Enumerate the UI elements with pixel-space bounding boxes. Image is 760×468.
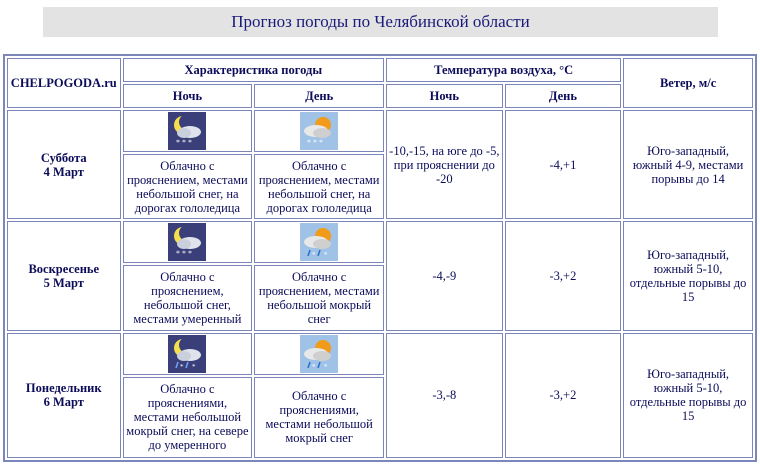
svg-text:* * *: * * *	[176, 249, 193, 259]
table-row	[7, 333, 753, 375]
day-date: 6 Март	[43, 395, 84, 410]
svg-text:*: *	[312, 251, 316, 260]
header-temperature-day: День	[505, 84, 622, 108]
day-description: Облачно с прояснением, местами небольшой снег, на дорогах гололедица	[254, 154, 384, 219]
site-name: CHELPOGODA.ru	[7, 58, 121, 108]
day-icon-cell	[254, 333, 384, 375]
night-icon-cell	[123, 333, 253, 375]
night-cloudy-snow-icon	[168, 223, 206, 261]
header-characteristic-night: Ночь	[123, 84, 253, 108]
wind-cell: Юго-западный, южный 5-10, отдельные порывы до 15	[623, 333, 753, 458]
header-temperature-night: Ночь	[386, 84, 503, 108]
day-date: 4 Март	[43, 164, 84, 179]
svg-text:*: *	[312, 362, 316, 371]
day-description: Облачно с прояснением, местами небольшой мокрый снег	[254, 265, 384, 330]
day-name: Понедельник	[25, 381, 102, 396]
svg-text:* * *: * * *	[307, 138, 324, 147]
table-row	[7, 110, 753, 152]
header-temperature: Температура воздуха, °C	[386, 58, 621, 82]
night-cloudy-sleet-icon	[168, 335, 206, 373]
day-icon-cell	[254, 221, 384, 263]
page-title: Прогноз погоды по Челябинской области	[43, 7, 718, 37]
svg-text:*: *	[192, 362, 196, 371]
header-characteristic: Характеристика погоды	[123, 58, 385, 82]
temp-night: -3,-8	[386, 333, 503, 458]
temp-night: -10,-15, на юге до -5, при прояснении до -20	[386, 110, 503, 219]
header-wind: Ветер, м/с	[623, 58, 753, 108]
svg-text:*: *	[324, 362, 328, 371]
night-cloudy-snow-icon	[168, 112, 206, 150]
temp-night: -4,-9	[386, 221, 503, 330]
svg-text:* * *: * * *	[176, 138, 193, 147]
svg-text:*: *	[180, 362, 184, 371]
forecast-table	[3, 54, 757, 462]
wind-cell: Юго-западный, южный 5-10, отдельные порывы до 15	[623, 221, 753, 330]
night-description: Облачно с прояснением, небольшой снег, местами умеренный	[123, 265, 253, 330]
day-description: Облачно с прояснениями, местами небольшой мокрый снег	[254, 377, 384, 458]
day-icon-cell	[254, 110, 384, 152]
day-name: Суббота	[40, 150, 87, 165]
day-name: Воскресенье	[28, 262, 100, 277]
day-cloudy-snow-icon	[300, 112, 338, 150]
night-icon-cell	[123, 221, 253, 263]
day-date: 5 Март	[43, 276, 84, 291]
day-cell	[7, 110, 121, 219]
day-cell	[7, 333, 121, 458]
temp-day: -4,+1	[505, 110, 622, 219]
night-icon-cell	[123, 110, 253, 152]
temp-day: -3,+2	[505, 221, 622, 330]
day-cloudy-sleet-icon	[300, 223, 338, 261]
svg-text:*: *	[324, 251, 328, 260]
table-row	[7, 221, 753, 263]
night-description: Облачно с прояснением, местами небольшой снег, на дорогах гололедица	[123, 154, 253, 219]
night-description: Облачно с прояснениями, местами небольшой мокрый снег, на севере до умеренного	[123, 377, 253, 458]
day-cell	[7, 221, 121, 330]
temp-day: -3,+2	[505, 333, 622, 458]
header-characteristic-day: День	[254, 84, 384, 108]
wind-cell: Юго-западный, южный 4-9, местами порывы до 14	[623, 110, 753, 219]
day-cloudy-sleet-icon	[300, 335, 338, 373]
